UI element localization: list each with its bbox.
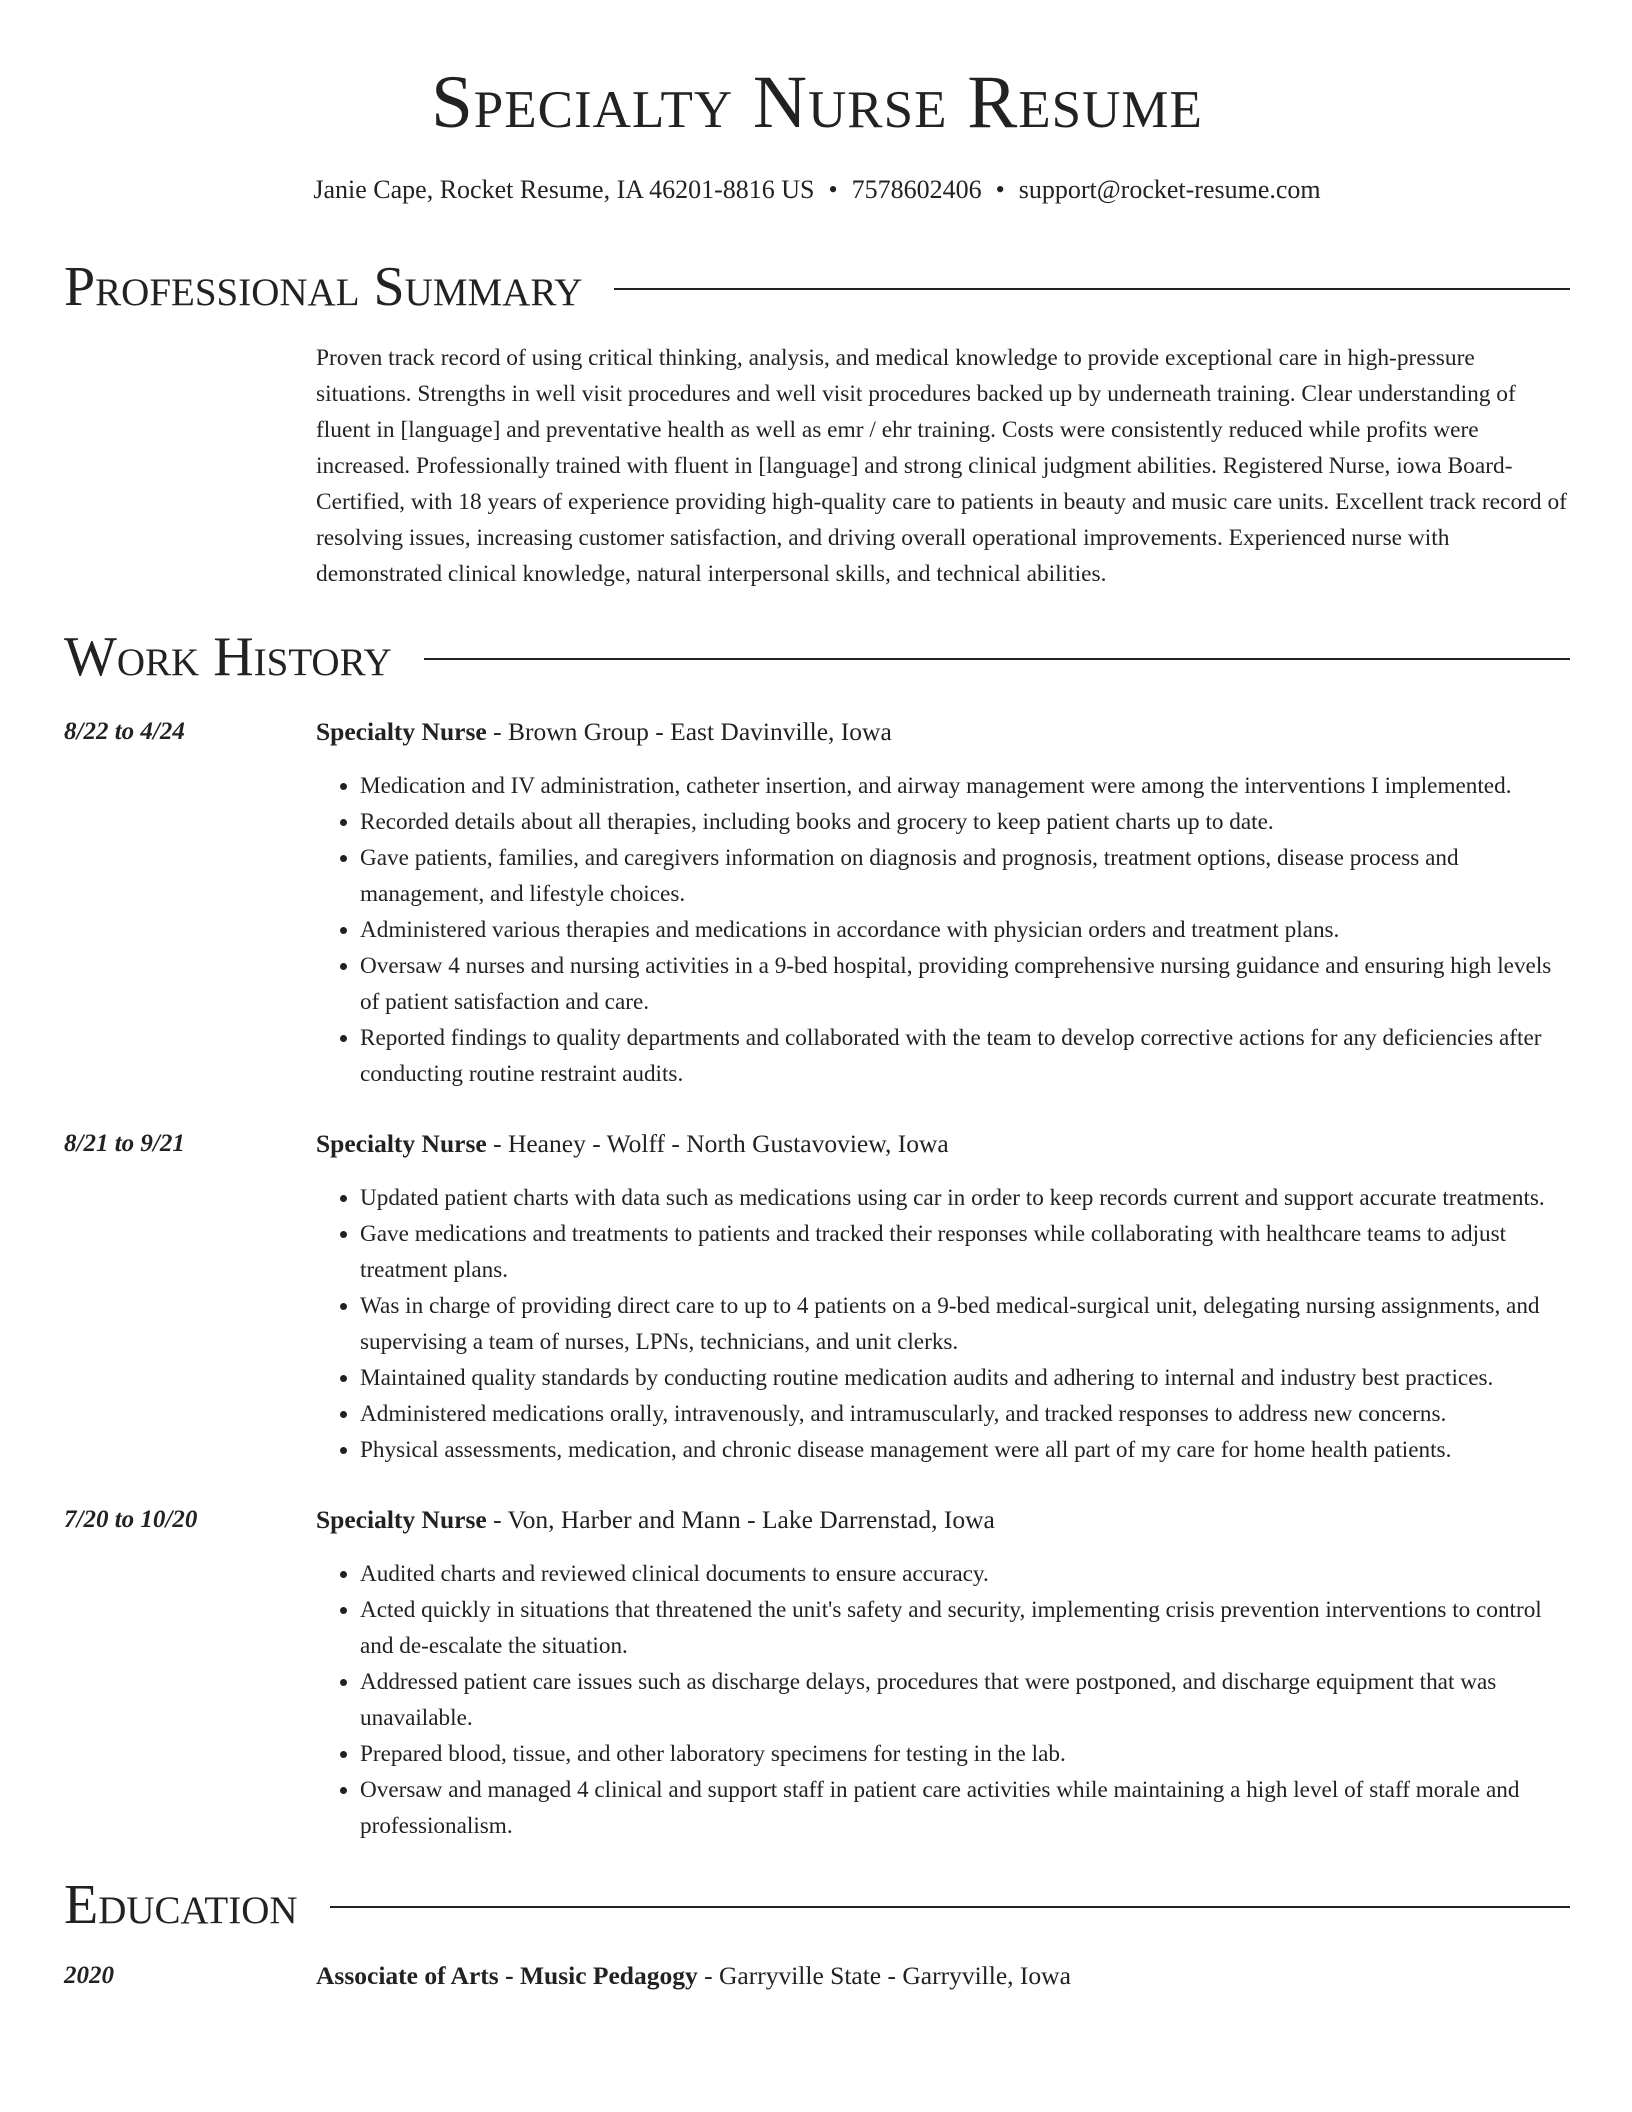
job-body [316,1502,1570,1844]
contact-separator: • [828,175,838,204]
job-bullets [316,1556,1570,1844]
job-title: Specialty Nurse [316,1129,487,1158]
job-entry [64,714,1570,1092]
job-body [316,1126,1570,1468]
job-bullet: • Medication and IV administration, catheter insertion, and airway management were among the interventions I implemented. [360,768,1570,804]
education-section-header [64,1870,1570,1940]
section-divider [614,288,1570,290]
job-bullet: • Oversaw 4 nurses and nursing activities in a 9-bed hospital, providing comprehensive nursing guidance and ensuring high levels of patient satisfaction and care. [360,948,1570,1020]
job-bullets [316,1180,1570,1468]
work-heading: Work History [64,626,392,688]
job-bullet: • Was in charge of providing direct care to up to 4 patients on a 9-bed medical-surgical unit, delegating nursing assignments, and supervising a team of nurses, LPNs, technicians, and unit clerks. [360,1288,1570,1360]
job-bullet: • Physical assessments, medication, and chronic disease management were all part of my care for home health patients. [360,1432,1570,1468]
job-employer: - Brown Group - East Davinville, Iowa [486,717,892,746]
job-bullet: • Audited charts and reviewed clinical documents to ensure accuracy. [360,1556,1570,1592]
job-bullets [316,768,1570,1092]
work-section-header [64,622,1570,692]
job-bullet: • Recorded details about all therapies, including books and grocery to keep patient charts up to date. [360,804,1570,840]
job-title: Specialty Nurse [316,717,487,746]
education-degree: Associate of Arts - Music Pedagogy [316,1961,698,1990]
job-bullet: • Gave patients, families, and caregivers information on diagnosis and prognosis, treatment options, disease process and management, and lifestyle choices. [360,840,1570,912]
education-school: - Garryville State - Garryville, Iowa [697,1961,1071,1990]
job-bullet: • Updated patient charts with data such as medications using car in order to keep records current and support accurate treatments. [360,1180,1570,1216]
job-bullet: • Acted quickly in situations that threatened the unit's safety and security, implementing crisis prevention interventions to control and de-escalate the situation. [360,1592,1570,1664]
job-employer: - Von, Harber and Mann - Lake Darrenstad, Iowa [486,1505,995,1534]
education-heading: Education [64,1874,298,1936]
education-entry [64,1958,1570,1994]
contact-line [64,172,1570,208]
section-divider [330,1906,1570,1908]
job-dates: 8/22 to 4/24 [64,718,185,745]
job-bullet: • Gave medications and treatments to patients and tracked their responses while collaborating with healthcare teams to adjust treatment plans. [360,1216,1570,1288]
education-list [64,1958,1570,1994]
job-body [316,714,1570,1092]
job-heading [316,1502,1570,1538]
job-entry [64,1126,1570,1468]
contact-separator: • [995,175,1005,204]
job-bullet: • Maintained quality standards by conducting routine medication audits and adhering to internal and industry best practices. [360,1360,1570,1396]
summary-section-header [64,252,1570,322]
job-heading [316,1126,1570,1162]
education-heading-line [316,1958,1570,1994]
job-bullet: • Addressed patient care issues such as discharge delays, procedures that were postponed, and discharge equipment that was unavailable. [360,1664,1570,1736]
job-bullet: • Reported findings to quality departments and collaborated with the team to develop corrective actions for any deficiencies after conducting routine restraint audits. [360,1020,1570,1092]
work-history-list [64,714,1570,1844]
education-body [316,1958,1570,1994]
contact-email[interactable]: support@rocket-resume.com [1018,175,1321,204]
job-dates: 8/21 to 9/21 [64,1130,185,1157]
education-date: 2020 [64,1962,114,1989]
job-bullet: • Administered medications orally, intravenously, and intramuscularly, and tracked responses to address new concerns. [360,1396,1570,1432]
summary-heading: Professional Summary [64,256,583,318]
resume-title: Specialty Nurse Resume [431,61,1203,144]
job-bullet: • Prepared blood, tissue, and other laboratory specimens for testing in the lab. [360,1736,1570,1772]
resume-page [64,60,1570,1994]
contact-phone: 7578602406 [851,175,982,204]
contact-address: Janie Cape, Rocket Resume, IA 46201-8816 US [313,175,815,204]
section-divider [424,658,1570,660]
job-heading [316,714,1570,750]
job-entry [64,1502,1570,1844]
job-bullet: • Oversaw and managed 4 clinical and support staff in patient care activities while maintaining a high level of staff morale and professionalism. [360,1772,1570,1844]
summary-text: Proven track record of using critical thinking, analysis, and medical knowledge to provide exceptional care in high-pressure situations. Strengths in well visit procedures and well visit procedures backed up by underneath training. Clear understanding of fluent in [language] and preventative health as well as emr / ehr training. Costs were consistently reduced while profits were increased. Professionally trained with fluent in [language] and strong clinical judgment abilities. Registered Nurse, iowa Board-Certified, with 18 years of experience providing high-quality care to patients in beauty and music care units. Excellent track record of resolving issues, increasing customer satisfaction, and driving overall operational improvements. Experienced nurse with demonstrated clinical knowledge, natural interpersonal skills, and technical abilities. [316,345,1567,587]
job-dates: 7/20 to 10/20 [64,1506,198,1533]
job-bullet: • Administered various therapies and medications in accordance with physician orders and treatment plans. [360,912,1570,948]
job-title: Specialty Nurse [316,1505,487,1534]
job-employer: - Heaney - Wolff - North Gustavoview, Iowa [486,1129,949,1158]
